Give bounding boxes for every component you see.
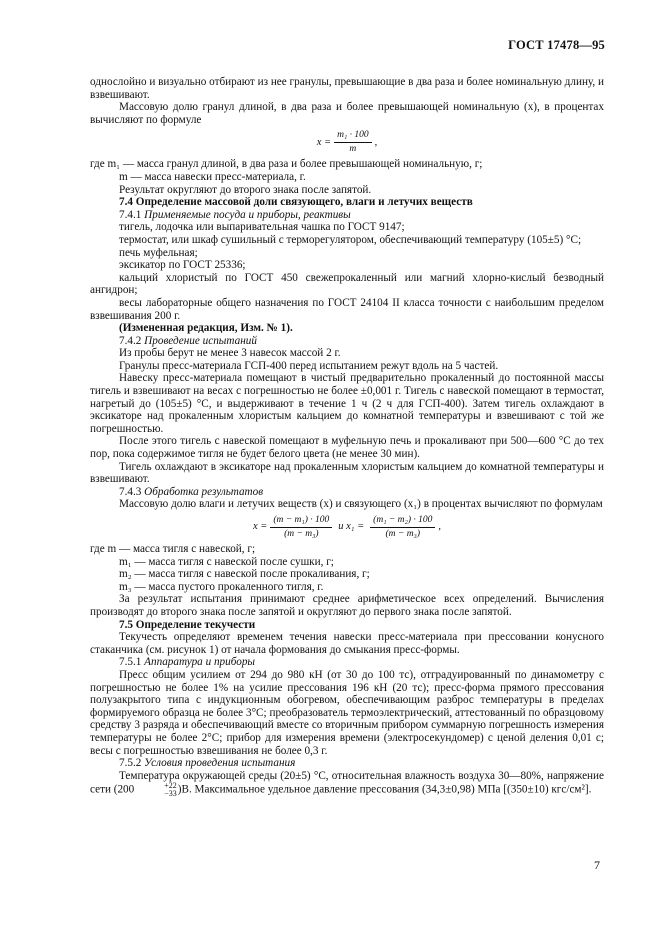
paragraph: Массовую долю влаги и летучих веществ (x) и связующего (x₁) в процентах вычисляют по формулам	[119, 498, 603, 511]
subsection-title: Аппаратура и приборы	[144, 656, 255, 669]
fraction-numerator: m₁ · 100	[334, 130, 372, 143]
equipment-item: термостат, или шкаф сушильный с терморегулятором, обеспечивающий температуру (105±5) °С;	[119, 233, 582, 246]
subsection-heading-7-5-2	[90, 757, 604, 770]
formula-lhs: x =	[253, 521, 268, 533]
subsection-title: Проведение испытаний	[144, 334, 257, 347]
subsection-heading-7-4-1	[90, 209, 604, 222]
subsection-title: Обработка результатов	[144, 485, 264, 498]
where-line: m₃ — масса пустого прокаленного тигля, г.	[119, 580, 324, 593]
fraction-denominator: (m − m₃)	[284, 529, 319, 539]
equipment-item: эксикатор по ГОСТ 25336;	[119, 259, 246, 272]
fraction	[334, 130, 372, 155]
paragraph: Результат округляют до второго знака после запятой.	[119, 183, 372, 196]
fraction-numerator: (m₁ − m₂) · 100	[370, 515, 435, 528]
where-line: m — масса навески пресс-материала, г.	[119, 170, 306, 183]
fraction	[370, 515, 435, 540]
fraction-denominator: m	[349, 144, 357, 155]
subsection-title: Применяемые посуда и приборы, реактивы	[144, 208, 351, 221]
equipment-item: печь муфельная;	[119, 246, 198, 259]
fraction	[270, 515, 332, 540]
equipment-item: тигель, лодочка или выпаривательная чашка по ГОСТ 9147;	[119, 221, 405, 234]
tolerance-lower: −33	[164, 789, 177, 799]
formula-connector: и x₁ =	[338, 521, 365, 533]
fraction-denominator: (m − m₃)	[385, 529, 421, 539]
subsection-heading-7-5-1	[90, 656, 604, 669]
formula-2	[90, 515, 604, 540]
paragraph: однослойно и визуально отбирают из нее гранулы, превышающие в два раза и более номинальную длину, и взвешивают.	[90, 76, 604, 101]
subsection-heading-7-4-3	[90, 486, 604, 499]
subsection-number: 7.4.3	[119, 485, 142, 498]
paragraph: После этого тигель с навеской помещают в муфельную печь и прокаливают при 500—600 °С до тех пор, пока содержимое тигля не будет белого цвета (не менее 30 мин).	[90, 435, 604, 461]
equipment-item: весы лабораторные общего назначения по ГОСТ 24104 II класса точности с наибольшим пределом взвешивания 200 г.	[90, 296, 604, 322]
subsection-number: 7.5.2	[119, 757, 142, 770]
conditions-text-b: )В. Максимальное удельное давление прессования (34,3±0,98) МПа [(350±10) кгс/см²].	[177, 783, 592, 796]
subsection-number: 7.5.1	[119, 656, 142, 669]
where-line: m₁ — масса тигля с навеской после сушки, г;	[119, 555, 334, 568]
page-number: 7	[594, 858, 600, 872]
where-line: m₂ — масса тигля с навеской после прокаливания, г;	[119, 568, 370, 581]
standard-header: ГОСТ 17478—95	[508, 38, 605, 52]
equipment-item: кальций хлористый по ГОСТ 450 свежепрокаленный или магний хлорно-кислый безводный ангидрон;	[90, 271, 604, 297]
subsection-number: 7.4.2	[119, 334, 142, 347]
voltage-tolerance	[135, 782, 177, 798]
subsection-heading-7-4-2	[90, 335, 604, 348]
edition-note: (Измененная редакция, Изм. № 1).	[119, 322, 293, 335]
subsection-number: 7.4.1	[119, 208, 142, 221]
paragraph: Из пробы берут не менее 3 навесок массой 2 г.	[119, 347, 341, 360]
paragraph: Гранулы пресс-материала ГСП-400 перед испытанием режут вдоль на 5 частей.	[119, 359, 499, 372]
paragraph: Навеску пресс-материала помещают в чистый предварительно прокаленный до постоянной массы тигель и взвешивают на весах с погрешностью не более ±0,001 г. Тигель с навеской помещают в термостат, нагретый до (105±5) °С, и выдерживают в течение 1 ч (2 ч для ГСП-400). Затем тигель охлаждают в эксикаторе над прокаленным хлористым кальцием до комнатной температуры и взвешивают с той же погрешностью.	[90, 372, 604, 435]
section-heading-7-4: 7.4 Определение массовой доли связующего, влаги и летучих веществ	[119, 196, 473, 209]
paragraph: За результат испытания принимают среднее арифметическое всех определений. Вычисления производят до второго знака после запятой и округляют до первого знака после запятой.	[90, 593, 604, 618]
paragraph: Тигель охлаждают в эксикаторе над прокаленным хлористым кальцием до комнатной температуры и взвешивают.	[90, 460, 604, 486]
where-line: где m — масса тигля с навеской, г;	[90, 543, 256, 555]
subsection-title: Условия проведения испытания	[144, 757, 296, 770]
paragraph	[90, 770, 604, 799]
conditions-text-a: Температура окружающей среды (20±5) °С, относительная влажность воздуха 30—80%, напряжение сети (200	[90, 769, 604, 796]
paragraph: Массовую долю гранул длиной, в два раза и более превышающей номинальную (x), в процентах вычисляют по формуле	[90, 101, 604, 126]
section-heading-7-5: 7.5 Определение текучести	[119, 618, 256, 631]
page-content	[90, 76, 604, 798]
formula-lhs: x =	[316, 136, 332, 148]
fraction-numerator: (m − m₁) · 100	[270, 515, 332, 528]
tolerance-upper: +22	[164, 781, 177, 791]
formula-1	[90, 130, 604, 155]
paragraph: Пресс общим усилием от 294 до 980 кН (от 30 до 100 тс), отградуированный по динамометру с погрешностью не более 1% на усилие прессования 196 кН (20 тс); пресс-форма прямого прессования полузакрытого типа с индукционным обогревом, обеспечивающим разброс температуры в пределах формируемого образца не более 3°С; преобразователь термоэлектрический, аттестованный по образцовому средству 3 разряда и обеспечивающий вместе со вторичным прибором суммарную погрешность измерения температуры не более 2°С; прибор для измерения времени (электросекундомер) с ценой деления 0,01 с; весы с погрешностью взвешивания не более 0,3 г.	[90, 668, 604, 757]
paragraph: Текучесть определяют временем течения навески пресс-материала при прессовании конусного стаканчика (см. рисунок 1) от начала формования до смыкания пресс-формы.	[90, 631, 604, 656]
formula-tail: ,	[374, 136, 378, 148]
where-line: где m₁ — масса гранул длиной, в два раза и более превышающей номинальную, г;	[90, 158, 483, 171]
formula-tail: ,	[438, 521, 441, 533]
